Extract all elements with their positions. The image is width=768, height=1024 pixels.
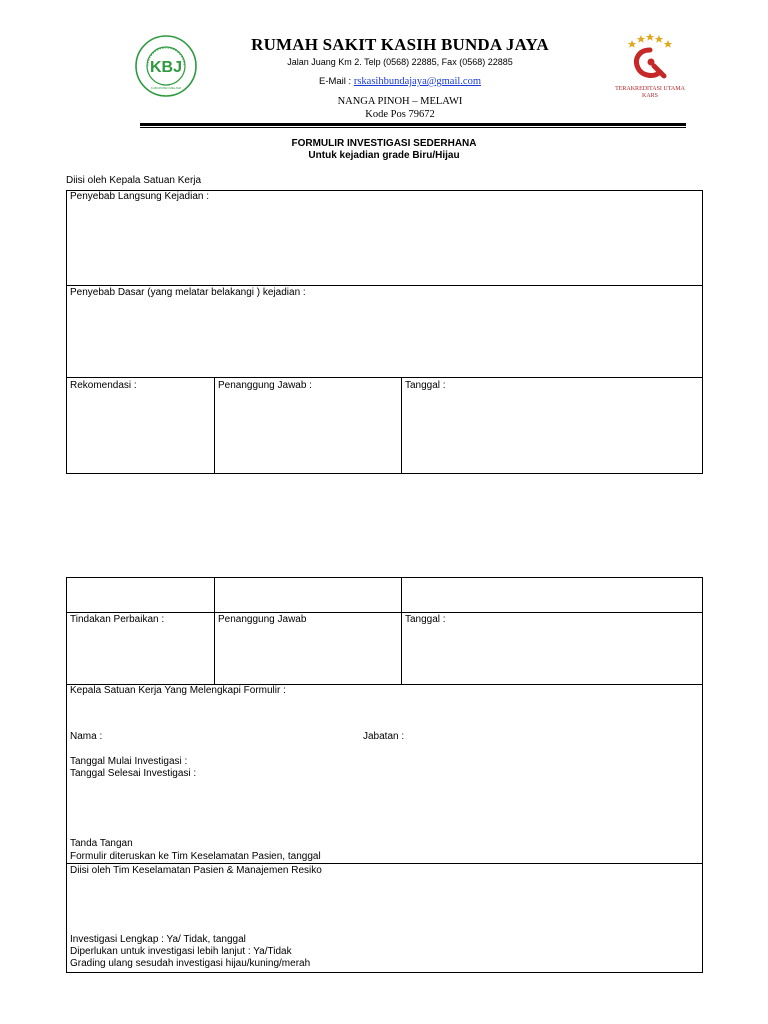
table2-divider-3	[66, 863, 703, 864]
date-field[interactable]: Tanggal :	[405, 380, 446, 391]
postal-code: Kode Pos 79672	[365, 109, 435, 120]
start-date-field[interactable]: Tanggal Mulai Investigasi :	[70, 756, 188, 767]
star-icon	[628, 33, 673, 48]
filled-by-label: Diisi oleh Kepala Satuan Kerja	[66, 175, 202, 186]
kars-logo	[620, 32, 680, 91]
table1-col-divider-1	[214, 377, 215, 474]
action-date-field[interactable]: Tanggal :	[405, 614, 446, 625]
responsible-field[interactable]: Penanggung Jawab :	[218, 380, 312, 391]
further-investigation-field[interactable]: Diperlukan untuk investigasi lebih lanjut : Ya/Tidak	[70, 946, 292, 957]
unit-head-label: Kepala Satuan Kerja Yang Melengkapi Formulir :	[70, 685, 286, 696]
email-link[interactable]: rskasihbundajaya@gmail.com	[353, 76, 482, 87]
logo-bottom-text: KABUPATEN MELAWI	[150, 86, 182, 90]
regrading-field[interactable]: Grading ulang sesudah investigasi hijau/kuning/merah	[70, 958, 311, 969]
email-line	[200, 76, 600, 87]
table1-divider-2	[66, 377, 703, 378]
end-date-field[interactable]: Tanggal Selesai Investigasi :	[70, 768, 197, 779]
hospital-name: RUMAH SAKIT KASIH BUNDA JAYA	[251, 35, 549, 54]
table2-col-divider-2	[401, 577, 402, 684]
table1-col-divider-2	[401, 377, 402, 474]
name-field[interactable]: Nama :	[70, 731, 103, 742]
form-title: FORMULIR INVESTIGASI SEDERHANA	[291, 138, 477, 149]
root-cause-field[interactable]: Penyebab Dasar (yang melatar belakangi ) kejadian :	[70, 287, 306, 298]
email-label: E-Mail :	[318, 76, 354, 87]
table2-divider-1	[66, 612, 703, 613]
hospital-logo	[134, 34, 198, 103]
corrective-action-field[interactable]: Tindakan Perbaikan :	[70, 614, 165, 625]
direct-cause-field[interactable]: Penyebab Langsung Kejadian :	[70, 191, 210, 202]
investigation-complete-field[interactable]: Investigasi Lengkap : Ya/ Tidak, tanggal	[70, 934, 246, 945]
team-filled-label: Diisi oleh Tim Keselamatan Pasien & Manajemen Resiko	[70, 865, 322, 876]
position-field[interactable]: Jabatan :	[363, 731, 405, 742]
investigation-table-1	[66, 190, 703, 474]
kars-emblem-icon	[637, 50, 665, 76]
accreditation-line1: TERAKREDITASI UTAMA	[615, 86, 685, 92]
recommendation-field[interactable]: Rekomendasi :	[70, 380, 137, 391]
table1-divider-1	[66, 285, 703, 286]
logo-initials: KBJ	[149, 59, 183, 76]
hospital-address: Jalan Juang Km 2. Telp (0568) 22885, Fax (0568) 22885	[287, 57, 513, 67]
forwarded-field[interactable]: Formulir diteruskan ke Tim Keselamatan Pasien, tanggal	[70, 851, 321, 862]
action-responsible-field[interactable]: Penanggung Jawab	[218, 614, 307, 625]
form-subtitle: Untuk kejadian grade Biru/Hijau	[308, 150, 460, 161]
signature-field[interactable]: Tanda Tangan	[70, 838, 133, 849]
table2-col-divider-1	[214, 577, 215, 684]
header-rule-thin	[140, 127, 686, 128]
hospital-city: NANGA PINOH – MELAWI	[337, 96, 463, 107]
accreditation-line2: KARS	[641, 93, 658, 99]
header-rule-thick	[140, 123, 686, 126]
accreditation-text	[608, 86, 692, 100]
